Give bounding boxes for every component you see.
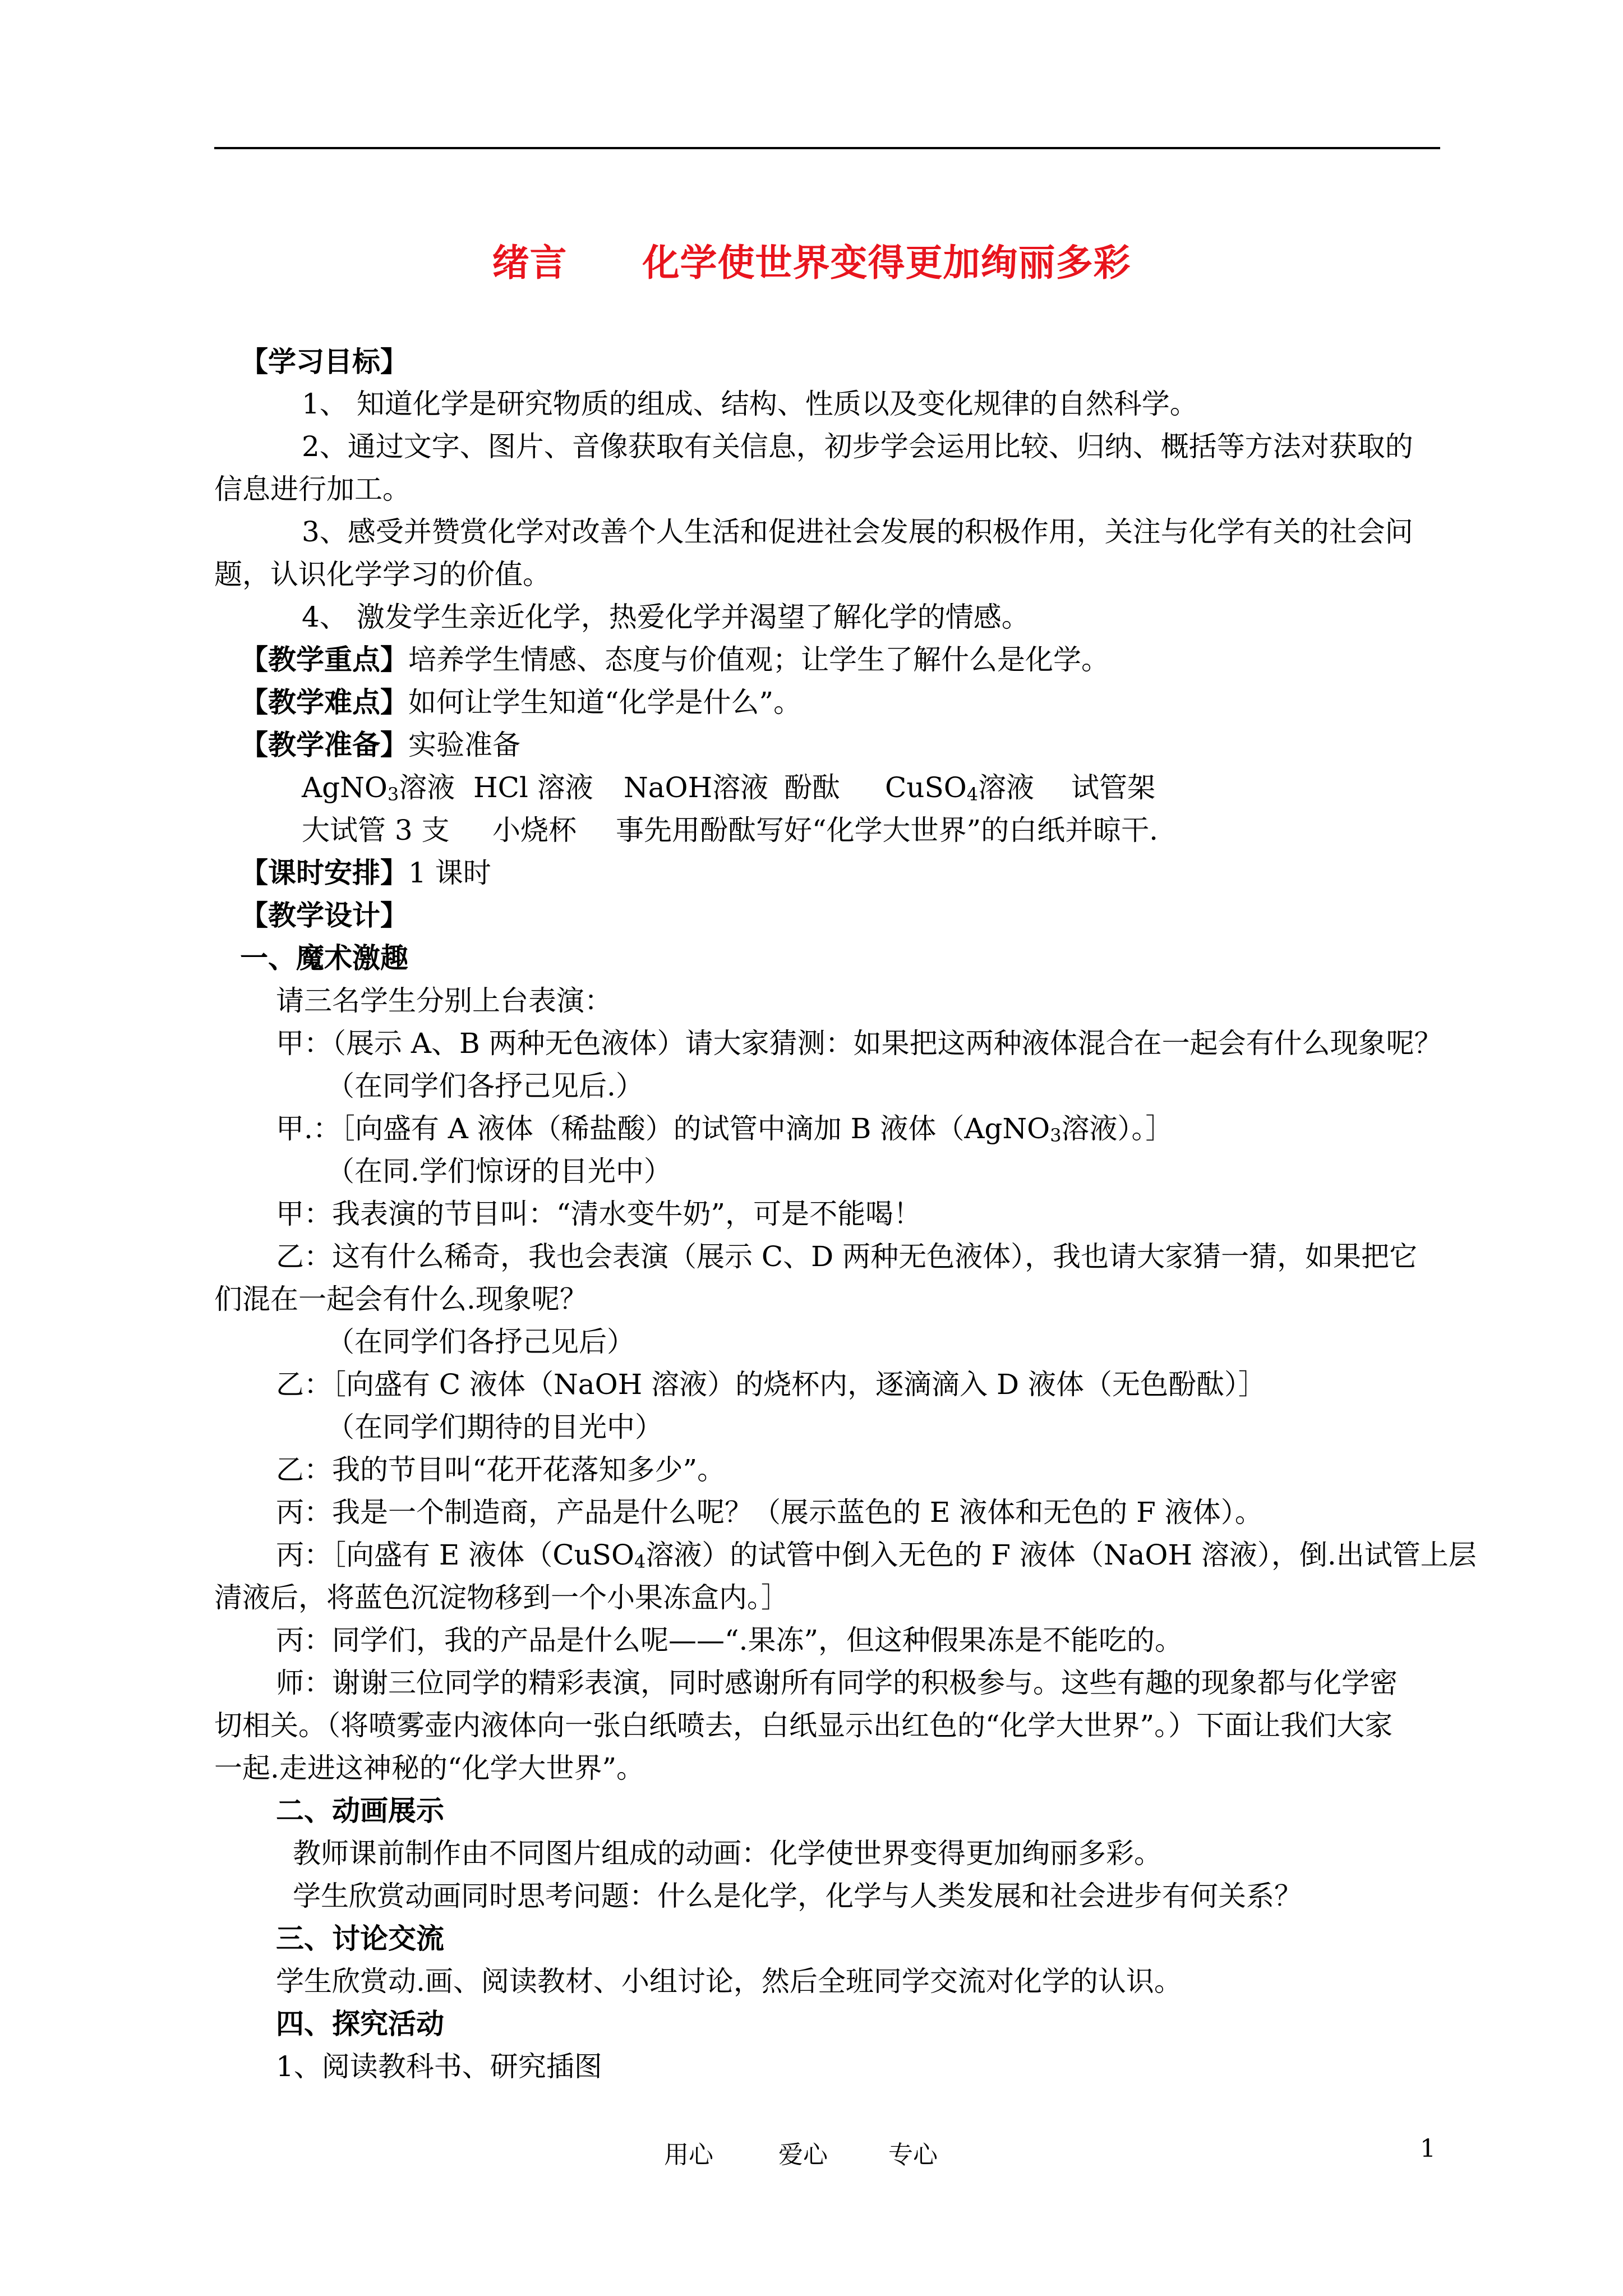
paragraph: 清液后，将蓝色沉淀物移到一个小果冻盒内。］ [214, 1581, 789, 1614]
header-rule [214, 147, 1440, 149]
paragraph: 甲：（展示 A、B 两种无色液体）请大家猜测：如果把这两种液体混合在一起会有什么现象呢？ [276, 1027, 1442, 1060]
objective-3-line-1: 3、感受并赞赏化学对改善个人生活和促进社会发展的积极作用，关注与化学有关的社会问 [302, 516, 1413, 548]
teaching-difficulty-label: 【教学难点】 [240, 685, 408, 719]
paragraph: 乙：［向盛有 C 液体（NaOH 溶液）的烧杯内，逐滴滴入 D 液体（无色酚酞）］ [276, 1368, 1266, 1401]
paragraph: 师：谢谢三位同学的精彩表演，同时感谢所有同学的积极参与。这些有趣的现象都与化学密 [276, 1667, 1398, 1699]
prep-agno3-formula: AgNO [302, 771, 388, 804]
objective-3-line-2: 题，认识化学学习的价值。 [214, 558, 551, 591]
paragraph: （在同学们各抒己见后） [326, 1326, 635, 1358]
objective-4: 4、 激发学生亲近化学，热爱化学并渴望了解化学的情感。 [302, 601, 1030, 633]
teaching-prep-label: 【教学准备】 [240, 728, 408, 761]
paragraph: 一起.走进这神秘的“化学大世界”。 [214, 1752, 645, 1784]
footer-right: 专心 [888, 2141, 938, 2169]
schedule-label: 【课时安排】 [240, 856, 408, 889]
paragraph-subscript: 3 [1050, 1125, 1062, 1146]
paragraph: 教师课前制作由不同图片组成的动画：化学使世界变得更加绚丽多彩。 [293, 1837, 1162, 1870]
paragraph: 请三名学生分别上台表演： [276, 984, 612, 1017]
paragraph-text: 丙：［向盛有 E 液体（CuSO [276, 1539, 634, 1571]
prep-cuso4 [885, 766, 1034, 809]
teaching-focus [240, 638, 1109, 681]
section-4-heading: 四、探究活动 [276, 2007, 444, 2040]
paragraph: 甲：我表演的节目叫：“清水变牛奶”，可是不能喝！ [276, 1198, 922, 1230]
objective-2-line-2: 信息进行加工。 [214, 473, 411, 505]
paragraph: 学生欣赏动画同时思考问题：什么是化学，化学与人类发展和社会进步有何关系？ [293, 1880, 1302, 1912]
paragraph: 们混在一起会有什么.现象呢？ [214, 1283, 588, 1315]
schedule [240, 852, 491, 894]
prep-rack: 试管架 [1071, 771, 1155, 804]
prep-cuso4-subscript: 4 [966, 784, 979, 805]
teaching-difficulty-text: 如何让学生知道“化学是什么”。 [408, 686, 802, 719]
objective-2-line-1: 2、通过文字、图片、音像获取有关信息，初步学会运用比较、归纳、概括等方法对获取的 [302, 430, 1413, 463]
paragraph [276, 1534, 1477, 1576]
paragraph-text: 甲.：［向盛有 A 液体（稀盐酸）的试管中滴加 B 液体（AgNO [276, 1112, 1050, 1145]
paragraph: 切相关。（将喷雾壶内液体向一张白纸喷去，白纸显示出红色的“化学大世界”。）下面让我们大家 [214, 1709, 1393, 1742]
paragraph [276, 1107, 1174, 1150]
teaching-focus-label: 【教学重点】 [240, 643, 408, 676]
prep-naoh: NaOH溶液 [624, 771, 769, 804]
paragraph: 乙：我的节目叫“花开花落知多少”。 [276, 1453, 726, 1486]
paragraph: 乙：这有什么稀奇，我也会表演（展示 C、D 两种无色液体），我也请大家猜一猜，如果把它 [276, 1240, 1418, 1273]
paragraph: （在同学们期待的目光中） [326, 1411, 663, 1443]
paragraph: （在同学们各抒己见后.） [326, 1070, 644, 1102]
prep-cuso4-suffix: 溶液 [978, 771, 1035, 804]
prep-phenolphthalein: 酚酞 [784, 771, 840, 804]
prep-beaker: 小烧杯 [492, 814, 577, 846]
paragraph: 丙：我是一个制造商，产品是什么呢？（展示蓝色的 E 液体和无色的 F 液体）。 [276, 1496, 1263, 1529]
objective-1: 1、 知道化学是研究物质的组成、结构、性质以及变化规律的自然科学。 [302, 388, 1198, 420]
teaching-focus-text: 培养学生情感、态度与价值观；让学生了解什么是化学。 [408, 643, 1109, 676]
section-2-heading: 二、动画展示 [276, 1794, 444, 1827]
teaching-prep-text: 实验准备 [408, 729, 520, 761]
footer-left: 用心 [664, 2141, 713, 2169]
paragraph: 学生欣赏动.画、阅读教材、小组讨论，然后全班同学交流对化学的认识。 [276, 1965, 1182, 1998]
paragraph-subscript: 4 [634, 1551, 646, 1572]
prep-hcl: HCl 溶液 [473, 771, 593, 804]
paragraph: （在同.学们惊讶的目光中） [326, 1155, 672, 1188]
objectives-heading: 【学习目标】 [240, 345, 408, 378]
paragraph: 1、阅读教科书、研究插图 [276, 2050, 602, 2083]
page-number: 1 [1420, 2134, 1436, 2163]
design-heading: 【教学设计】 [240, 899, 408, 932]
page-title: 绪言 化学使世界变得更加绚丽多彩 [492, 241, 1131, 284]
prep-agno3-suffix: 溶液 [399, 771, 455, 804]
prep-agno3 [302, 766, 455, 809]
schedule-text: 1 课时 [408, 857, 491, 889]
prep-agno3-subscript: 3 [387, 784, 399, 805]
paragraph-text: 溶液）。］ [1061, 1112, 1174, 1145]
paragraph: 丙：同学们，我的产品是什么呢——“.果冻”，但这种假果冻是不能吃的。 [276, 1624, 1183, 1657]
paragraph-text: 溶液）的试管中倒入无色的 F 液体（NaOH 溶液），倒.出试管上层 [645, 1539, 1477, 1571]
footer-middle: 爱心 [778, 2141, 828, 2169]
teaching-prep [240, 724, 520, 766]
section-3-heading: 三、讨论交流 [276, 1922, 444, 1955]
prep-cuso4-formula: CuSO [885, 771, 967, 804]
prep-paper: 事先用酚酞写好“化学大世界”的白纸并晾干. [616, 814, 1159, 846]
prep-tubes: 大试管 3 支 [302, 814, 450, 846]
section-1-heading: 一、魔术激趣 [240, 941, 408, 974]
teaching-difficulty [240, 681, 801, 724]
